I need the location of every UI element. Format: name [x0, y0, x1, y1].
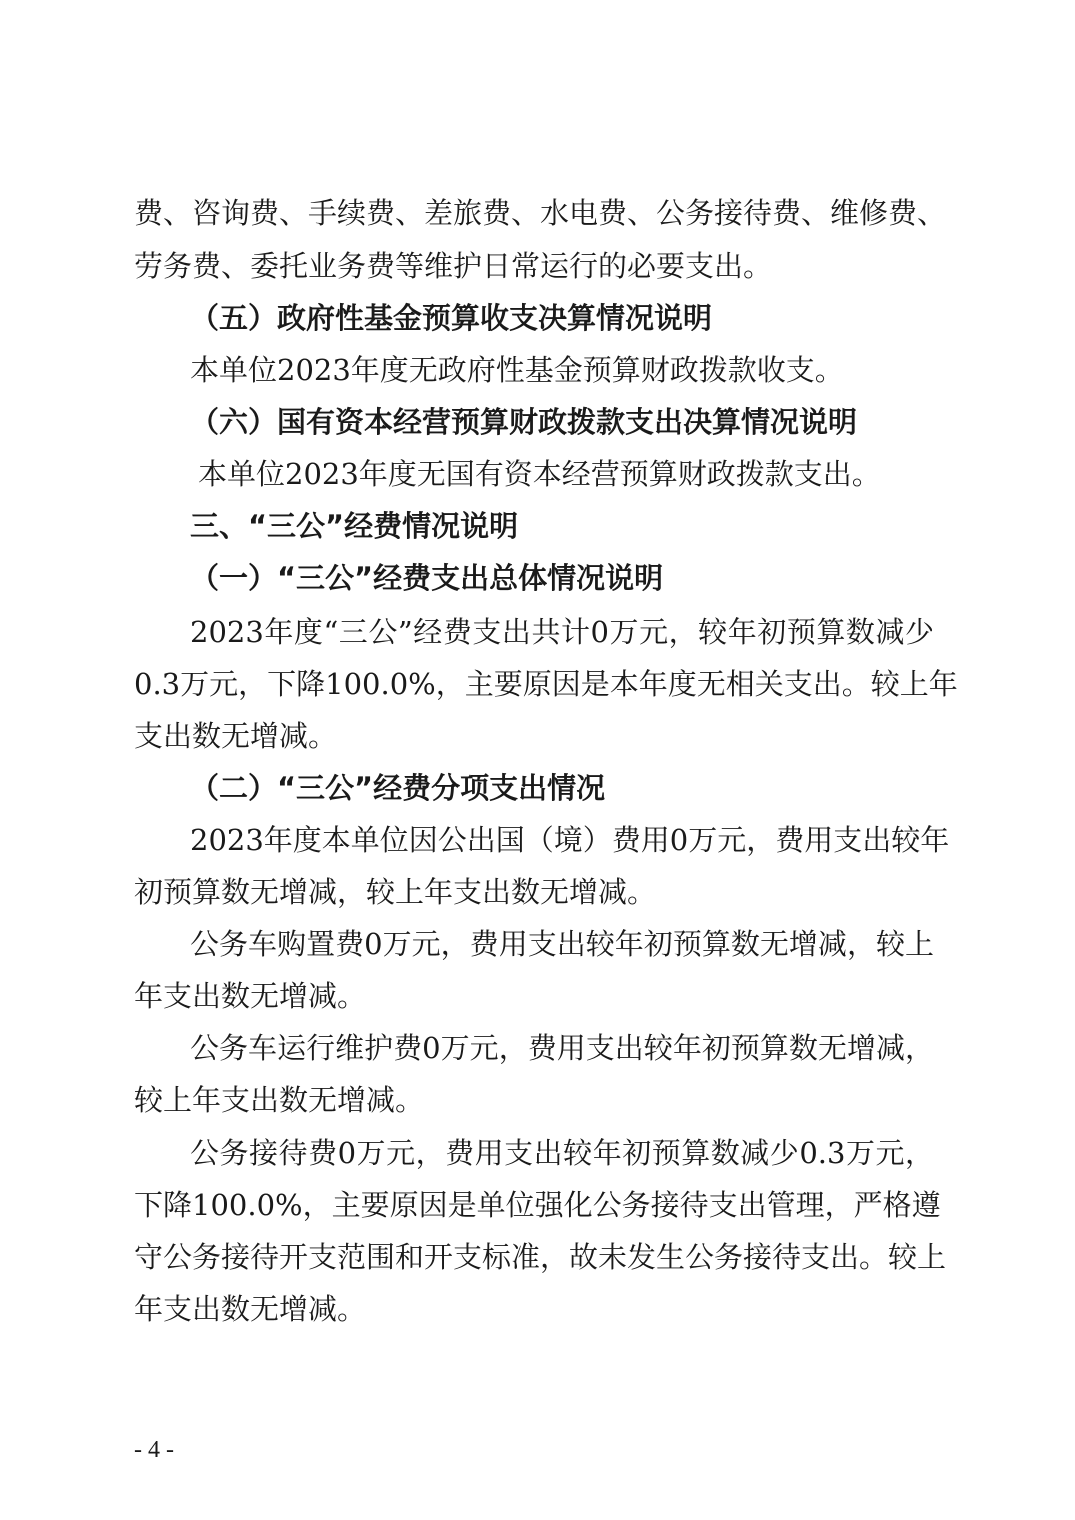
- body-line: 公务接待费0万元，费用支出较年初预算数减少0.3万元，: [190, 1136, 934, 1170]
- body-line: 年支出数无增减。: [134, 979, 367, 1013]
- section-heading-3: 三、“三公”经费情况说明: [190, 509, 519, 543]
- section-heading-6: （六）国有资本经营预算财政拨款支出决算情况说明: [190, 405, 858, 439]
- body-line: 公务车购置费0万元，费用支出较年初预算数无增减，较上: [190, 927, 934, 961]
- subsection-heading-2: （二）“三公”经费分项支出情况: [190, 771, 606, 805]
- page-number: - 4 -: [134, 1437, 174, 1463]
- body-line: 2023年度“三公”经费支出共计0万元，较年初预算数减少: [190, 615, 934, 649]
- body-line: 2023年度本单位因公出国（境）费用0万元，费用支出较年: [190, 823, 950, 857]
- body-line: 本单位2023年度无国有资本经营预算财政拨款支出。: [198, 457, 881, 491]
- body-line: 较上年支出数无增减。: [134, 1083, 425, 1117]
- body-line: 费、咨询费、手续费、差旅费、水电费、公务接待费、维修费、: [134, 196, 947, 230]
- body-line: 本单位2023年度无政府性基金预算财政拨款收支。: [190, 353, 844, 387]
- section-heading-5: （五）政府性基金预算收支决算情况说明: [190, 301, 713, 335]
- body-line: 0.3万元，下降100.0%，主要原因是本年度无相关支出。较上年: [134, 667, 958, 701]
- subsection-heading-1: （一）“三公”经费支出总体情况说明: [190, 561, 664, 595]
- body-line: 初预算数无增减，较上年支出数无增减。: [134, 875, 657, 909]
- body-line: 下降100.0%，主要原因是单位强化公务接待支出管理，严格遵: [134, 1188, 941, 1222]
- body-line: 支出数无增减。: [134, 719, 338, 753]
- body-line: 劳务费、委托业务费等维护日常运行的必要支出。: [134, 249, 773, 283]
- body-line: 年支出数无增减。: [134, 1292, 367, 1326]
- body-line: 公务车运行维护费0万元，费用支出较年初预算数无增减，: [190, 1031, 934, 1065]
- body-line: 守公务接待开支范围和开支标准，故未发生公务接待支出。较上: [134, 1240, 947, 1274]
